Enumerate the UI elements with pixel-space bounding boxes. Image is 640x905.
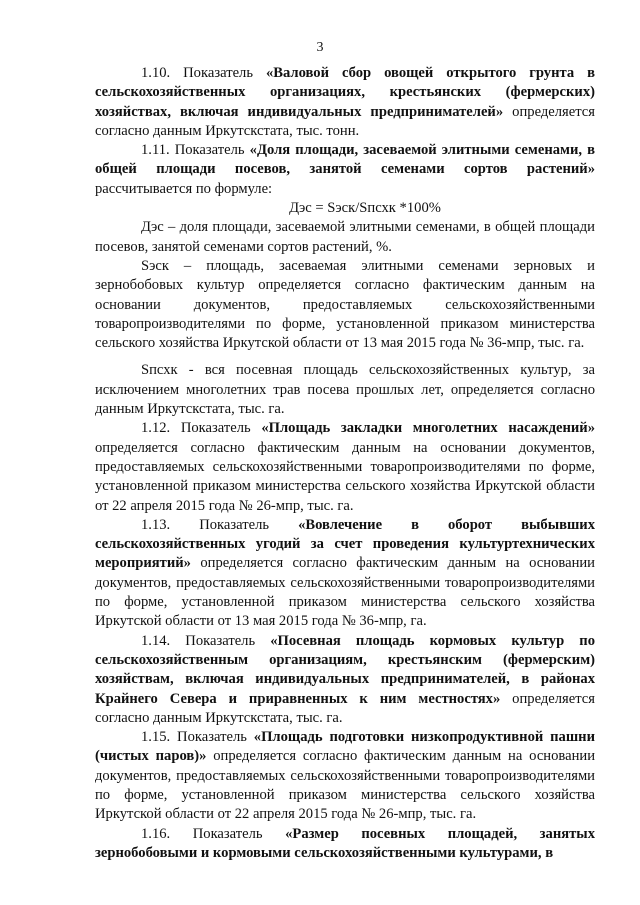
indicator-title: «Площадь подготовки низкопродуктивной пашни (чистых паров)» xyxy=(95,729,595,765)
definition-sesk: Sэск – площадь, засеваемая элитными семенами зерновых и зернобобовых культур определяется согласно фактическим данным на основании документов, предоставляемых сельскохозяйственными товаропроизводителями по форме, установленной приказом министерства сельского хозяйства Иркутской области от 13 мая 2015 года № 36-мпр, тыс. га. xyxy=(95,257,595,352)
paragraph-lead: 1.12. Показатель xyxy=(141,420,262,437)
paragraph-tail: определяется согласно фактическим данным на основании документов, предоставляемых сельскохозяйственными товаропроизводителями по форме, установленной приказом министерства сельского хозяйства Иркутской области от 22 апреля 2015 года № 26-мпр, тыс. га. xyxy=(95,439,595,514)
indicator-title: «Валовой сбор овощей открытого грунта в сельскохозяйственных организациях, крестьянских (фермерских) хозяйствах, включая индивидуальных предпринимателей» xyxy=(95,65,595,120)
paragraph-1-16 xyxy=(95,825,595,864)
definition-spshk: Sпсхк - вся посевная площадь сельскохозяйственных культур, за исключением многолетних трав посева прошлых лет, определяется согласно данным Иркутскстата, тыс. га. xyxy=(95,362,595,418)
paragraph-lead: 1.13. Показатель xyxy=(141,516,299,533)
paragraph-tail: определяется согласно фактическим данным на основании документов, предоставляемых сельскохозяйственными товаропроизводителями по форме, установленной приказом министерства сельского хозяйства Иркутской области от 22 апреля 2015 года № 26-мпр, тыс. га. xyxy=(95,748,596,823)
paragraph-1-11 xyxy=(95,141,595,199)
paragraph-lead: 1.11. Показатель xyxy=(141,142,250,159)
paragraph-1-10 xyxy=(95,64,595,141)
paragraph-tail: определяется согласно данным Иркутскстата, тыс. га. xyxy=(95,690,595,726)
definition-des: Дэс – доля площади, засеваемой элитными семенами, в общей площади посевов, занятой семенами сортов растений, %. xyxy=(95,219,595,255)
indicator-title: «Вовлечение в оборот выбывших сельскохозяйственных угодий за счет проведения культуртехнических мероприятий» xyxy=(95,516,595,572)
document-body xyxy=(95,64,595,863)
paragraph-1-14 xyxy=(95,632,595,728)
indicator-title: «Площадь закладки многолетних насаждений» xyxy=(261,420,595,437)
paragraph-tail: определяется согласно данным Иркутскстата, тыс. тонн. xyxy=(95,103,595,139)
paragraph-1-13 xyxy=(95,516,595,632)
paragraph-tail: рассчитывается по формуле: xyxy=(95,180,273,197)
paragraph-lead: 1.14. Показатель xyxy=(141,632,271,649)
paragraph-1-12 xyxy=(95,419,595,515)
paragraph-1-15 xyxy=(95,728,595,824)
paragraph-lead: 1.16. Показатель xyxy=(141,825,286,842)
indicator-title: «Посевная площадь кормовых культур по сельскохозяйственным организациям, крестьянским (фермерским) хозяйствам, включая индивидуальных предпринимателей, в районах Крайнего Севера и приравненных к ним местностях» xyxy=(95,632,595,707)
paragraph-tail: определяется согласно фактическим данным на основании документов, предоставляемых сельскохозяйственными товаропроизводителями по форме, установленной приказом министерства сельского хозяйства Иркутской области от 13 мая 2015 года № 36-мпр, га. xyxy=(95,555,595,630)
page-number: 3 xyxy=(316,40,324,55)
paragraph-lead: 1.10. Показатель xyxy=(141,65,266,81)
formula: Дэс = Sэск/Sпсхк *100% xyxy=(289,200,441,217)
indicator-title: «Доля площади, засеваемой элитными семенами, в общей площади посевов, занятой семенами сортов растений» xyxy=(95,142,595,178)
indicator-title: «Размер посевных площадей, занятых зернобобовыми и кормовыми сельскохозяйственными культурами, в xyxy=(95,825,595,861)
paragraph-lead: 1.15. Показатель xyxy=(141,729,254,746)
